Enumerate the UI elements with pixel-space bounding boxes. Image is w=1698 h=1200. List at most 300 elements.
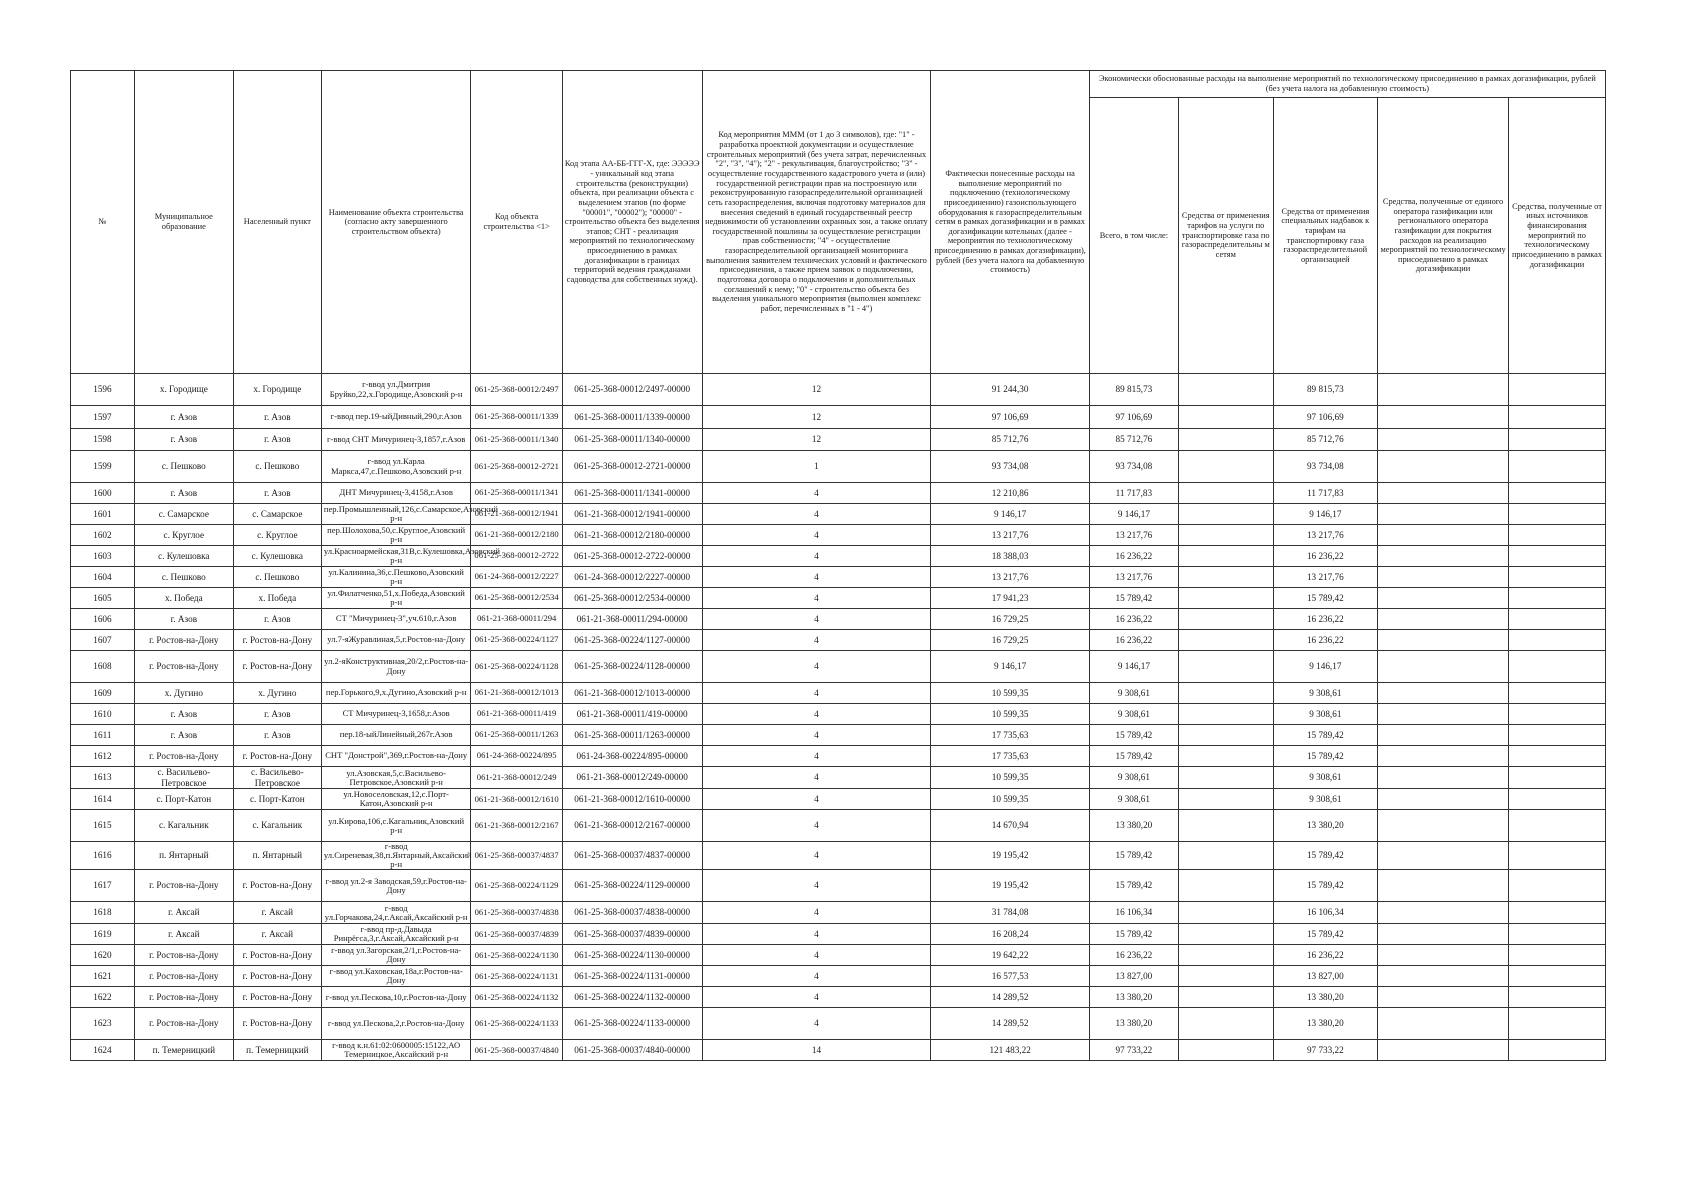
cell-object-code: 061-25-368-00224/1131 xyxy=(471,966,562,987)
cell-stage-code: 061-25-368-00012-2722-00000 xyxy=(562,546,702,567)
cell-municipality: п. Темерницкий xyxy=(134,1040,233,1061)
cell-object-code: 061-24-368-00012/2227 xyxy=(471,567,562,588)
cell-settlement: г. Азов xyxy=(233,429,321,451)
cell-stage-code: 061-21-368-00011/419-00000 xyxy=(562,704,702,725)
cell-total: 13 380,20 xyxy=(1089,1008,1178,1040)
cell-event-code: 4 xyxy=(702,987,931,1008)
cell-tariffs xyxy=(1178,483,1273,504)
cell-object-name: пер.18-ыйЛинейный,267г.Азов xyxy=(321,725,471,746)
cell-operator-funds xyxy=(1378,870,1509,902)
cell-other-funds xyxy=(1509,567,1606,588)
cell-stage-code: 061-25-368-00224/1131-00000 xyxy=(562,966,702,987)
cell-object-name: ул.Филатченко,51,х.Победа,Азовский р-н xyxy=(321,588,471,609)
table-row xyxy=(71,567,1606,588)
cell-settlement: с. Круглое xyxy=(233,525,321,546)
cell-operator-funds xyxy=(1378,842,1509,870)
cell-object-name: ул.Кирова,106,с.Кагальник,Азовский р-н xyxy=(321,810,471,842)
cell-operator-funds xyxy=(1378,810,1509,842)
cell-event-code: 4 xyxy=(702,945,931,966)
cell-tariffs xyxy=(1178,651,1273,683)
cell-operator-funds xyxy=(1378,725,1509,746)
table-row xyxy=(71,651,1606,683)
cell-total: 11 717,83 xyxy=(1089,483,1178,504)
cell-stage-code: 061-25-368-00224/1127-00000 xyxy=(562,630,702,651)
cell-object-code: 061-25-368-00224/1128 xyxy=(471,651,562,683)
col-header-tariffs: Средства от применения тарифов на услуги по транспортировке газа по газораспределительны м сетям xyxy=(1178,98,1273,374)
cell-object-name: ул.Новоселовская,12,с.Порт-Катон,Азовский р-н xyxy=(321,789,471,810)
cell-actual-costs: 18 388,03 xyxy=(931,546,1089,567)
cell-other-funds xyxy=(1509,966,1606,987)
table-row xyxy=(71,725,1606,746)
cell-settlement: г. Азов xyxy=(233,406,321,429)
cell-other-funds xyxy=(1509,683,1606,704)
cell-surcharges: 97 106,69 xyxy=(1273,406,1378,429)
cell-surcharges: 15 789,42 xyxy=(1273,870,1378,902)
cell-settlement: п. Темерницкий xyxy=(233,1040,321,1061)
cell-event-code: 1 xyxy=(702,451,931,483)
cell-actual-costs: 121 483,22 xyxy=(931,1040,1089,1061)
cell-surcharges: 15 789,42 xyxy=(1273,924,1378,945)
cell-operator-funds xyxy=(1378,924,1509,945)
cell-settlement: с. Самарское xyxy=(233,504,321,525)
cell-tariffs xyxy=(1178,704,1273,725)
cell-actual-costs: 85 712,76 xyxy=(931,429,1089,451)
cell-no: 1611 xyxy=(71,725,135,746)
cell-stage-code: 061-24-368-00012/2227-00000 xyxy=(562,567,702,588)
table-row xyxy=(71,789,1606,810)
cell-event-code: 4 xyxy=(702,525,931,546)
cell-object-name: г-ввод ул.Каховская,18а,г.Ростов-на-Дону xyxy=(321,966,471,987)
cell-actual-costs: 93 734,08 xyxy=(931,451,1089,483)
cell-surcharges: 85 712,76 xyxy=(1273,429,1378,451)
cell-tariffs xyxy=(1178,746,1273,767)
cell-object-name: г-ввод ул.Загорская,2/1,г.Ростов-на-Дону xyxy=(321,945,471,966)
col-header-no: № xyxy=(71,71,135,374)
table-row xyxy=(71,704,1606,725)
cell-operator-funds xyxy=(1378,683,1509,704)
cell-no: 1622 xyxy=(71,987,135,1008)
cell-settlement: г. Азов xyxy=(233,609,321,630)
cell-object-name: пер.Горького,9,х.Дугино,Азовский р-н xyxy=(321,683,471,704)
cell-tariffs xyxy=(1178,789,1273,810)
cell-municipality: с. Самарское xyxy=(134,504,233,525)
cell-tariffs xyxy=(1178,842,1273,870)
cell-other-funds xyxy=(1509,842,1606,870)
cell-tariffs xyxy=(1178,525,1273,546)
cell-surcharges: 16 236,22 xyxy=(1273,945,1378,966)
cell-surcharges: 15 789,42 xyxy=(1273,746,1378,767)
cell-stage-code: 061-25-368-00037/4839-00000 xyxy=(562,924,702,945)
cell-stage-code: 061-25-368-00224/1128-00000 xyxy=(562,651,702,683)
cell-actual-costs: 16 729,25 xyxy=(931,630,1089,651)
cell-object-code: 061-25-368-00011/1341 xyxy=(471,483,562,504)
cell-object-name: пер.Промышленный,126,с.Самарское,Азовский р-н xyxy=(321,504,471,525)
cell-surcharges: 15 789,42 xyxy=(1273,588,1378,609)
cell-total: 15 789,42 xyxy=(1089,746,1178,767)
col-header-actual-costs: Фактически понесенные расходы на выполнение мероприятий по подключению (технологическому присоединению) газоиспользующего оборудования к газораспределительным сетям в рамках догазификации и в рамках догазификации котельных (далее - мероприятия по технологическому присоединению в рамках догазификации), рублей (без учета налога на добавленную стоимость) xyxy=(931,71,1089,374)
cell-object-code: 061-25-368-00224/1132 xyxy=(471,987,562,1008)
cell-no: 1606 xyxy=(71,609,135,630)
cell-event-code: 4 xyxy=(702,966,931,987)
cell-other-funds xyxy=(1509,870,1606,902)
cell-tariffs xyxy=(1178,924,1273,945)
cell-no: 1597 xyxy=(71,406,135,429)
cell-no: 1600 xyxy=(71,483,135,504)
cell-surcharges: 9 308,61 xyxy=(1273,683,1378,704)
cell-other-funds xyxy=(1509,725,1606,746)
cell-total: 9 308,61 xyxy=(1089,767,1178,789)
cell-object-code: 061-25-368-00037/4838 xyxy=(471,902,562,924)
cell-tariffs xyxy=(1178,451,1273,483)
cell-no: 1618 xyxy=(71,902,135,924)
cell-operator-funds xyxy=(1378,945,1509,966)
cell-object-code: 061-25-368-00011/1263 xyxy=(471,725,562,746)
cell-surcharges: 13 380,20 xyxy=(1273,810,1378,842)
cell-surcharges: 13 217,76 xyxy=(1273,567,1378,588)
cell-object-name: ул.7-яЖуравлиная,5,г.Ростов-на-Дону xyxy=(321,630,471,651)
cell-object-code: 061-25-368-00012-2722 xyxy=(471,546,562,567)
table-row xyxy=(71,966,1606,987)
cell-total: 13 827,00 xyxy=(1089,966,1178,987)
cell-event-code: 4 xyxy=(702,683,931,704)
cell-municipality: с. Васильево-Петровское xyxy=(134,767,233,789)
cell-settlement: х. Дугино xyxy=(233,683,321,704)
cell-no: 1609 xyxy=(71,683,135,704)
cell-actual-costs: 10 599,35 xyxy=(931,767,1089,789)
table-row xyxy=(71,987,1606,1008)
cell-tariffs xyxy=(1178,683,1273,704)
cell-event-code: 4 xyxy=(702,746,931,767)
cell-object-name: г-ввод ул.Пескова,2,г.Ростов-на-Дону xyxy=(321,1008,471,1040)
cell-surcharges: 9 308,61 xyxy=(1273,789,1378,810)
cell-municipality: п. Янтарный xyxy=(134,842,233,870)
cell-other-funds xyxy=(1509,630,1606,651)
cell-tariffs xyxy=(1178,945,1273,966)
cell-total: 15 789,42 xyxy=(1089,842,1178,870)
cell-municipality: г. Аксай xyxy=(134,924,233,945)
cell-settlement: п. Янтарный xyxy=(233,842,321,870)
cell-surcharges: 9 146,17 xyxy=(1273,651,1378,683)
table-row xyxy=(71,451,1606,483)
cell-no: 1602 xyxy=(71,525,135,546)
cell-event-code: 12 xyxy=(702,374,931,406)
cell-other-funds xyxy=(1509,374,1606,406)
cell-other-funds xyxy=(1509,483,1606,504)
cell-no: 1608 xyxy=(71,651,135,683)
cell-actual-costs: 14 670,94 xyxy=(931,810,1089,842)
cell-actual-costs: 12 210,86 xyxy=(931,483,1089,504)
cell-object-name: г-ввод ул.Сиреневая,38,п.Янтарный,Аксайский р-н xyxy=(321,842,471,870)
cell-no: 1607 xyxy=(71,630,135,651)
cell-other-funds xyxy=(1509,1040,1606,1061)
cell-total: 15 789,42 xyxy=(1089,725,1178,746)
cell-event-code: 4 xyxy=(702,567,931,588)
cell-settlement: с. Порт-Катон xyxy=(233,789,321,810)
cell-actual-costs: 16 729,25 xyxy=(931,609,1089,630)
cell-total: 13 217,76 xyxy=(1089,525,1178,546)
cell-stage-code: 061-25-368-00037/4837-00000 xyxy=(562,842,702,870)
cell-municipality: с. Кагальник xyxy=(134,810,233,842)
cell-municipality: г. Азов xyxy=(134,609,233,630)
cell-stage-code: 061-25-368-00011/1263-00000 xyxy=(562,725,702,746)
cell-other-funds xyxy=(1509,810,1606,842)
cell-total: 16 236,22 xyxy=(1089,630,1178,651)
cell-total: 9 146,17 xyxy=(1089,504,1178,525)
cell-event-code: 4 xyxy=(702,483,931,504)
cell-object-code: 061-21-368-00012/1941 xyxy=(471,504,562,525)
col-header-surcharges: Средства от применения специальных надбавок к тарифам на транспортировку газа газораспределительной организацией xyxy=(1273,98,1378,374)
cell-actual-costs: 10 599,35 xyxy=(931,789,1089,810)
table-row xyxy=(71,902,1606,924)
cell-settlement: г. Аксай xyxy=(233,924,321,945)
cell-object-name: г-ввод к.н.61:02:0600005:15122,АО Темерницкое,Аксайский р-н xyxy=(321,1040,471,1061)
cell-operator-funds xyxy=(1378,451,1509,483)
cell-stage-code: 061-21-368-00012/1610-00000 xyxy=(562,789,702,810)
col-header-total: Всего, в том числе: xyxy=(1089,98,1178,374)
cell-other-funds xyxy=(1509,406,1606,429)
cell-no: 1596 xyxy=(71,374,135,406)
cell-surcharges: 16 236,22 xyxy=(1273,609,1378,630)
cell-operator-funds xyxy=(1378,429,1509,451)
cell-tariffs xyxy=(1178,1008,1273,1040)
cell-surcharges: 16 106,34 xyxy=(1273,902,1378,924)
cell-total: 85 712,76 xyxy=(1089,429,1178,451)
cell-settlement: г. Ростов-на-Дону xyxy=(233,630,321,651)
cell-actual-costs: 9 146,17 xyxy=(931,504,1089,525)
cell-stage-code: 061-25-368-00011/1341-00000 xyxy=(562,483,702,504)
cell-event-code: 4 xyxy=(702,630,931,651)
cell-settlement: г. Азов xyxy=(233,704,321,725)
cell-tariffs xyxy=(1178,870,1273,902)
cell-actual-costs: 19 195,42 xyxy=(931,842,1089,870)
cell-municipality: с. Круглое xyxy=(134,525,233,546)
cell-actual-costs: 13 217,76 xyxy=(931,567,1089,588)
cell-actual-costs: 14 289,52 xyxy=(931,1008,1089,1040)
table-row xyxy=(71,429,1606,451)
cell-stage-code: 061-25-368-00012/2534-00000 xyxy=(562,588,702,609)
cell-other-funds xyxy=(1509,588,1606,609)
cell-stage-code: 061-25-368-00224/1133-00000 xyxy=(562,1008,702,1040)
cell-event-code: 4 xyxy=(702,902,931,924)
cell-total: 15 789,42 xyxy=(1089,924,1178,945)
table-header xyxy=(71,71,1606,374)
cell-stage-code: 061-25-368-00011/1339-00000 xyxy=(562,406,702,429)
cell-operator-funds xyxy=(1378,1008,1509,1040)
cell-settlement: г. Азов xyxy=(233,725,321,746)
cell-object-code: 061-24-368-00224/895 xyxy=(471,746,562,767)
cell-other-funds xyxy=(1509,429,1606,451)
cell-no: 1619 xyxy=(71,924,135,945)
cell-event-code: 4 xyxy=(702,725,931,746)
cell-other-funds xyxy=(1509,546,1606,567)
cell-surcharges: 89 815,73 xyxy=(1273,374,1378,406)
cell-stage-code: 061-21-368-00011/294-00000 xyxy=(562,609,702,630)
cell-object-code: 061-21-368-00011/294 xyxy=(471,609,562,630)
cell-no: 1617 xyxy=(71,870,135,902)
cell-settlement: с. Пешково xyxy=(233,451,321,483)
cell-no: 1621 xyxy=(71,966,135,987)
cell-tariffs xyxy=(1178,504,1273,525)
cell-tariffs xyxy=(1178,767,1273,789)
cell-surcharges: 11 717,83 xyxy=(1273,483,1378,504)
cell-stage-code: 061-25-368-00037/4838-00000 xyxy=(562,902,702,924)
cell-other-funds xyxy=(1509,525,1606,546)
cell-stage-code: 061-25-368-00037/4840-00000 xyxy=(562,1040,702,1061)
table-row xyxy=(71,767,1606,789)
cell-stage-code: 061-21-368-00012/2167-00000 xyxy=(562,810,702,842)
cell-total: 97 106,69 xyxy=(1089,406,1178,429)
cell-object-name: г-ввод ул.Горчакова,24,г.Аксай,Аксайский р-н xyxy=(321,902,471,924)
cell-no: 1620 xyxy=(71,945,135,966)
cell-municipality: г. Азов xyxy=(134,406,233,429)
cell-tariffs xyxy=(1178,810,1273,842)
col-header-operator-funds: Средства, полученные от единого оператора газификации или регионального оператора газификации для покрытия расходов на реализацию мероприятий по технологическому присоединению в рамках догазификации xyxy=(1378,98,1509,374)
cell-object-name: ул.2-яКонструктивная,20/2,г.Ростов-на-Дону xyxy=(321,651,471,683)
cell-operator-funds xyxy=(1378,630,1509,651)
cell-tariffs xyxy=(1178,609,1273,630)
table-row xyxy=(71,683,1606,704)
col-header-settlement: Населенный пункт xyxy=(233,71,321,374)
col-header-object-name: Наименование объекта строительства (согласно акту завершенного строительством объекта) xyxy=(321,71,471,374)
cell-settlement: г. Ростов-на-Дону xyxy=(233,945,321,966)
cell-operator-funds xyxy=(1378,374,1509,406)
cell-actual-costs: 9 146,17 xyxy=(931,651,1089,683)
cell-tariffs xyxy=(1178,374,1273,406)
cell-event-code: 4 xyxy=(702,924,931,945)
cell-event-code: 14 xyxy=(702,1040,931,1061)
cell-municipality: г. Ростов-на-Дону xyxy=(134,870,233,902)
cell-municipality: г. Ростов-на-Дону xyxy=(134,987,233,1008)
cell-operator-funds xyxy=(1378,746,1509,767)
table-row xyxy=(71,588,1606,609)
cell-operator-funds xyxy=(1378,651,1509,683)
cell-actual-costs: 17 941,23 xyxy=(931,588,1089,609)
cell-tariffs xyxy=(1178,725,1273,746)
cell-object-name: ул.Красноармейская,31В,с.Кулешовка,Азовский р-н xyxy=(321,546,471,567)
cell-object-name: СТ "Мичуринец-3",уч.610,г.Азов xyxy=(321,609,471,630)
cell-settlement: г. Ростов-на-Дону xyxy=(233,651,321,683)
cell-object-name: СНТ "Донстрой",369,г.Ростов-на-Дону xyxy=(321,746,471,767)
cell-no: 1623 xyxy=(71,1008,135,1040)
cell-event-code: 4 xyxy=(702,651,931,683)
cell-settlement: г. Ростов-на-Дону xyxy=(233,1008,321,1040)
cell-operator-funds xyxy=(1378,789,1509,810)
col-header-object-code: Код объекта строительства <1> xyxy=(471,71,562,374)
cell-actual-costs: 19 642,22 xyxy=(931,945,1089,966)
table-row xyxy=(71,483,1606,504)
cell-object-code: 061-21-368-00012/1013 xyxy=(471,683,562,704)
table-row xyxy=(71,746,1606,767)
cell-other-funds xyxy=(1509,902,1606,924)
cell-surcharges: 13 827,00 xyxy=(1273,966,1378,987)
cell-other-funds xyxy=(1509,1008,1606,1040)
cell-total: 9 308,61 xyxy=(1089,704,1178,725)
table-row xyxy=(71,810,1606,842)
col-header-event-code: Код мероприятия МММ (от 1 до 3 символов), где: "1" - разработка проектной документации и осуществление строительных мероприятий (без учета затрат, перечисленных "2", "3", "4"); "2" - рекультивация, благоустройство; "3" - осуществление государственного кадастрового учета и (или) государственной регистрации прав на построенную или реконструированную газораспределительной организацией сеть газораспределения, включая подготовку материалов для внесения сведений в единый государственный реестр недвижимости об установлении охранных зон, а также оплату государственной пошлины за осуществление регистрации прав собственности; "4" - осуществление газораспределительной организацией мониторинга выполнения заявителем технических условий и фактического присоединения, а также прием заявок о подключении, подготовка договора о подключении и дополнительных соглашений к нему; "0" - строительство объекта без выделения уникального мероприятия (выполнен комплекс работ, перечисленных в "1 - 4") xyxy=(702,71,931,374)
cell-object-name: г-ввод ул.2-я Заводская,59,г.Ростов-на-Дону xyxy=(321,870,471,902)
cell-object-name: г-ввод ул.Дмитрия Бруйко,22,х.Городище,Азовский р-н xyxy=(321,374,471,406)
cell-operator-funds xyxy=(1378,609,1509,630)
cell-settlement: с. Васильево-Петровское xyxy=(233,767,321,789)
cell-stage-code: 061-24-368-00224/895-00000 xyxy=(562,746,702,767)
cell-event-code: 4 xyxy=(702,789,931,810)
cell-surcharges: 9 308,61 xyxy=(1273,767,1378,789)
table-row xyxy=(71,1008,1606,1040)
cell-no: 1604 xyxy=(71,567,135,588)
cell-actual-costs: 16 577,53 xyxy=(931,966,1089,987)
col-header-econ-group: Экономически обоснованные расходы на выполнение мероприятий по технологическому присоединению в рамках догазификации, рублей (без учета налога на добавленную стоимость) xyxy=(1089,71,1605,98)
cell-operator-funds xyxy=(1378,966,1509,987)
cell-object-code: 061-21-368-00012/249 xyxy=(471,767,562,789)
cell-stage-code: 061-21-368-00012/249-00000 xyxy=(562,767,702,789)
cell-operator-funds xyxy=(1378,588,1509,609)
cell-surcharges: 13 380,20 xyxy=(1273,1008,1378,1040)
cell-municipality: г. Ростов-на-Дону xyxy=(134,746,233,767)
cell-event-code: 4 xyxy=(702,810,931,842)
cell-event-code: 12 xyxy=(702,429,931,451)
cell-total: 16 236,22 xyxy=(1089,945,1178,966)
cell-actual-costs: 16 208,24 xyxy=(931,924,1089,945)
cell-tariffs xyxy=(1178,567,1273,588)
cell-settlement: г. Азов xyxy=(233,483,321,504)
cell-settlement: г. Ростов-на-Дону xyxy=(233,987,321,1008)
table-row xyxy=(71,945,1606,966)
cell-total: 13 380,20 xyxy=(1089,810,1178,842)
cell-object-code: 061-25-368-00037/4837 xyxy=(471,842,562,870)
cell-event-code: 4 xyxy=(702,767,931,789)
cell-tariffs xyxy=(1178,546,1273,567)
cell-municipality: г. Азов xyxy=(134,483,233,504)
cell-stage-code: 061-25-368-00012/2497-00000 xyxy=(562,374,702,406)
cell-stage-code: 061-25-368-00224/1129-00000 xyxy=(562,870,702,902)
cell-surcharges: 9 146,17 xyxy=(1273,504,1378,525)
cell-operator-funds xyxy=(1378,546,1509,567)
cell-tariffs xyxy=(1178,406,1273,429)
cell-object-code: 061-25-368-00012-2721 xyxy=(471,451,562,483)
cell-municipality: г. Азов xyxy=(134,429,233,451)
cell-total: 16 236,22 xyxy=(1089,546,1178,567)
cell-operator-funds xyxy=(1378,1040,1509,1061)
cell-settlement: с. Кагальник xyxy=(233,810,321,842)
cell-actual-costs: 10 599,35 xyxy=(931,683,1089,704)
cell-actual-costs: 17 735,63 xyxy=(931,746,1089,767)
cell-settlement: г. Ростов-на-Дону xyxy=(233,870,321,902)
cell-municipality: г. Ростов-на-Дону xyxy=(134,966,233,987)
cell-total: 16 236,22 xyxy=(1089,609,1178,630)
cell-other-funds xyxy=(1509,704,1606,725)
cell-total: 13 380,20 xyxy=(1089,987,1178,1008)
cell-object-code: 061-25-368-00224/1129 xyxy=(471,870,562,902)
cell-object-code: 061-25-368-00012/2534 xyxy=(471,588,562,609)
cell-actual-costs: 13 217,76 xyxy=(931,525,1089,546)
cell-total: 15 789,42 xyxy=(1089,588,1178,609)
cell-operator-funds xyxy=(1378,704,1509,725)
cell-no: 1601 xyxy=(71,504,135,525)
cell-object-code: 061-25-368-00011/1339 xyxy=(471,406,562,429)
cell-municipality: г. Ростов-на-Дону xyxy=(134,630,233,651)
cell-object-code: 061-21-368-00012/1610 xyxy=(471,789,562,810)
cell-actual-costs: 31 784,08 xyxy=(931,902,1089,924)
cell-operator-funds xyxy=(1378,902,1509,924)
cell-no: 1598 xyxy=(71,429,135,451)
cell-total: 93 734,08 xyxy=(1089,451,1178,483)
cell-total: 13 217,76 xyxy=(1089,567,1178,588)
cell-event-code: 4 xyxy=(702,546,931,567)
cell-total: 89 815,73 xyxy=(1089,374,1178,406)
cell-municipality: с. Порт-Катон xyxy=(134,789,233,810)
cell-municipality: г. Ростов-на-Дону xyxy=(134,1008,233,1040)
cell-event-code: 4 xyxy=(702,870,931,902)
